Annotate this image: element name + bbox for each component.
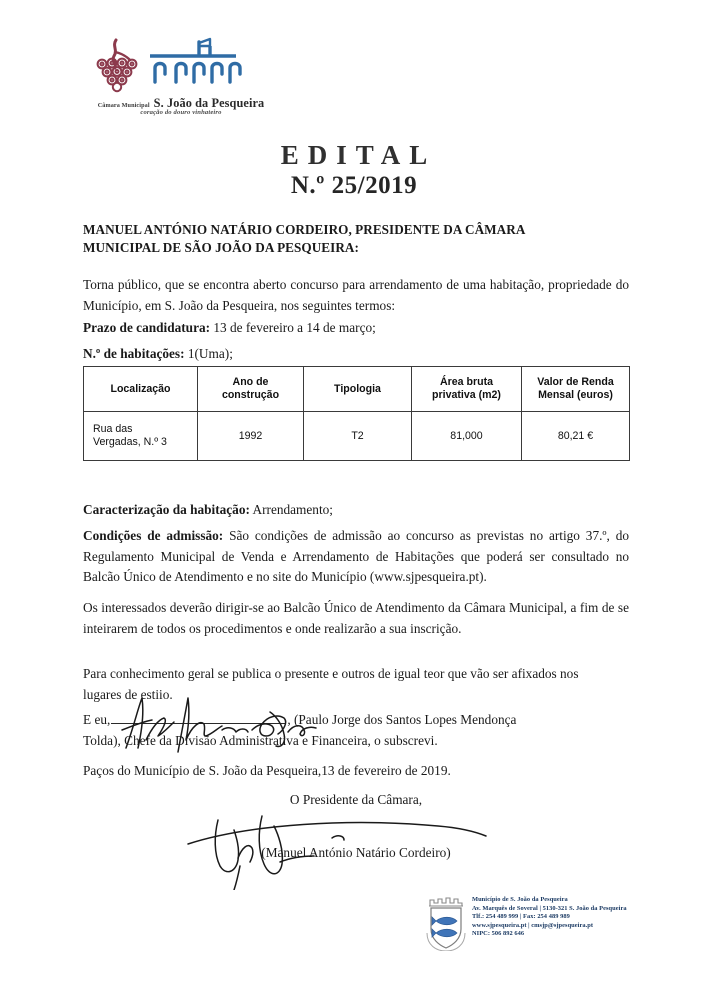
footer-line-4: www.sjpesqueira.pt | cmsjp@sjpesqueira.pt	[472, 921, 594, 929]
authority-heading-line1: MANUEL ANTÓNIO NATÁRIO CORDEIRO, PRESIDENTE DA CÂMARA	[83, 222, 526, 237]
conhecimento-line1: Para conhecimento geral se publica o presente e outros de igual teor que vão ser afixados nos	[83, 666, 579, 681]
table-header-ano	[198, 367, 304, 412]
cell-ano: 1992	[198, 412, 304, 461]
conhecimento-line2: lugares de estiio.	[83, 686, 173, 702]
prazo-value: 13 de fevereiro a 14 de março;	[210, 320, 376, 335]
municipality-logo	[86, 34, 276, 122]
habitacoes-line	[83, 344, 629, 365]
header-line1: Ano de	[232, 376, 269, 388]
subscrevi-line2: Tolda), Chefe da Divisão Administrativa e Financeira, o subscrevi.	[83, 732, 438, 748]
footer-line-1: Município de S. João da Pesqueira	[472, 896, 568, 903]
habitacoes-label: N.º de habitações:	[83, 346, 185, 361]
subscrevi-paragraph	[83, 710, 629, 751]
habitation-table-wrapper	[83, 366, 629, 461]
intro-paragraph: Torna público, que se encontra aberto concurso para arrendamento de uma habitação, propriedade do Município, em S. João da Pesqueira, nos seguintes termos:	[83, 277, 629, 313]
caracterizacao-value: Arrendamento;	[249, 502, 333, 517]
prazo-line	[83, 318, 629, 339]
caracterizacao-label: Caracterização da habitação:	[83, 502, 250, 517]
table-header-renda	[522, 367, 630, 412]
cell-localizacao	[84, 412, 198, 461]
cell-tipologia: T2	[304, 412, 412, 461]
e-eu-suffix: , (Paulo Jorge dos Santos Lopes Mendonça	[287, 712, 517, 727]
cell-renda: 80,21 €	[522, 412, 630, 461]
condicoes-label: Condições de admissão:	[83, 528, 224, 543]
header-line1: Tipologia	[334, 382, 381, 395]
table-row	[84, 412, 630, 461]
habitacoes-value: 1(Uma);	[184, 346, 233, 361]
interessados-paragraph: Os interessados deverão dirigir-se ao Balcão Único de Atendimento da Câmara Municipal, a fim de se inteirarem de todos os procedimentos e onde realizarão a sua inscrição.	[83, 600, 629, 636]
e-eu-prefix: E eu,	[83, 712, 111, 727]
page-title-number: N.º 25/2019	[290, 172, 418, 199]
logo-artwork-icon	[86, 34, 276, 94]
logo-tagline: coração do douro vinhateiro	[140, 109, 222, 116]
logo-name-main: S. João da Pesqueira	[153, 96, 265, 110]
signature-line	[111, 711, 286, 724]
footer-line-3: Tlf.: 254 489 999 | Fax: 254 489 989	[472, 913, 570, 921]
header-line1: Área bruta	[440, 376, 493, 388]
page-title: EDITAL	[280, 140, 437, 170]
header-line1: Valor de Renda	[537, 376, 614, 388]
table-header-row	[84, 367, 630, 412]
header-line2: construção	[221, 389, 280, 401]
cell-localizacao-line2: Vergadas, N.º 3	[93, 436, 167, 448]
condicoes-paragraph	[83, 526, 629, 588]
president-name: (Manuel António Natário Cordeiro)	[261, 845, 451, 860]
caracterizacao-line	[83, 500, 629, 521]
cell-localizacao-line1: Rua das	[93, 423, 133, 435]
conhecimento-paragraph	[83, 664, 629, 705]
footer-line-2: Av. Marquês de Soveral | 5130-321 S. João da Pesqueira	[472, 904, 627, 912]
condicoes-value: São condições de admissão ao concurso as previstas no artigo 37.º, do Regulamento Municipal de Venda e Arrendamento de Habitações que poderá ser consultado no Balcão Único de Atendimento e no site do Município (www.sjpesqueira.pt).	[83, 528, 629, 584]
cell-area: 81,000	[412, 412, 522, 461]
habitation-table	[83, 366, 630, 461]
page-footer	[424, 893, 664, 955]
table-header-area	[412, 367, 522, 412]
header-line2: Mensal (euros)	[538, 389, 613, 401]
table-header-tipologia	[304, 367, 412, 412]
prazo-label: Prazo de candidatura:	[83, 320, 211, 335]
footer-contact-block	[472, 896, 627, 939]
pacos-line: Paços do Município de S. João da Pesqueira,13 de fevereiro de 2019.	[83, 763, 451, 778]
table-header-localizacao	[84, 367, 198, 412]
president-label: O Presidente da Câmara,	[289, 792, 423, 807]
coat-of-arms-icon	[424, 893, 468, 951]
authority-heading	[83, 221, 629, 257]
header-line1: Localização	[110, 382, 171, 395]
logo-name-prefix: Câmara Municipal	[97, 102, 150, 109]
header-line2: privativa (m2)	[432, 389, 501, 401]
footer-line-5: NIPC: 506 892 646	[472, 930, 525, 938]
authority-heading-line2: MUNICIPAL DE SÃO JOÃO DA PESQUEIRA:	[83, 240, 359, 255]
